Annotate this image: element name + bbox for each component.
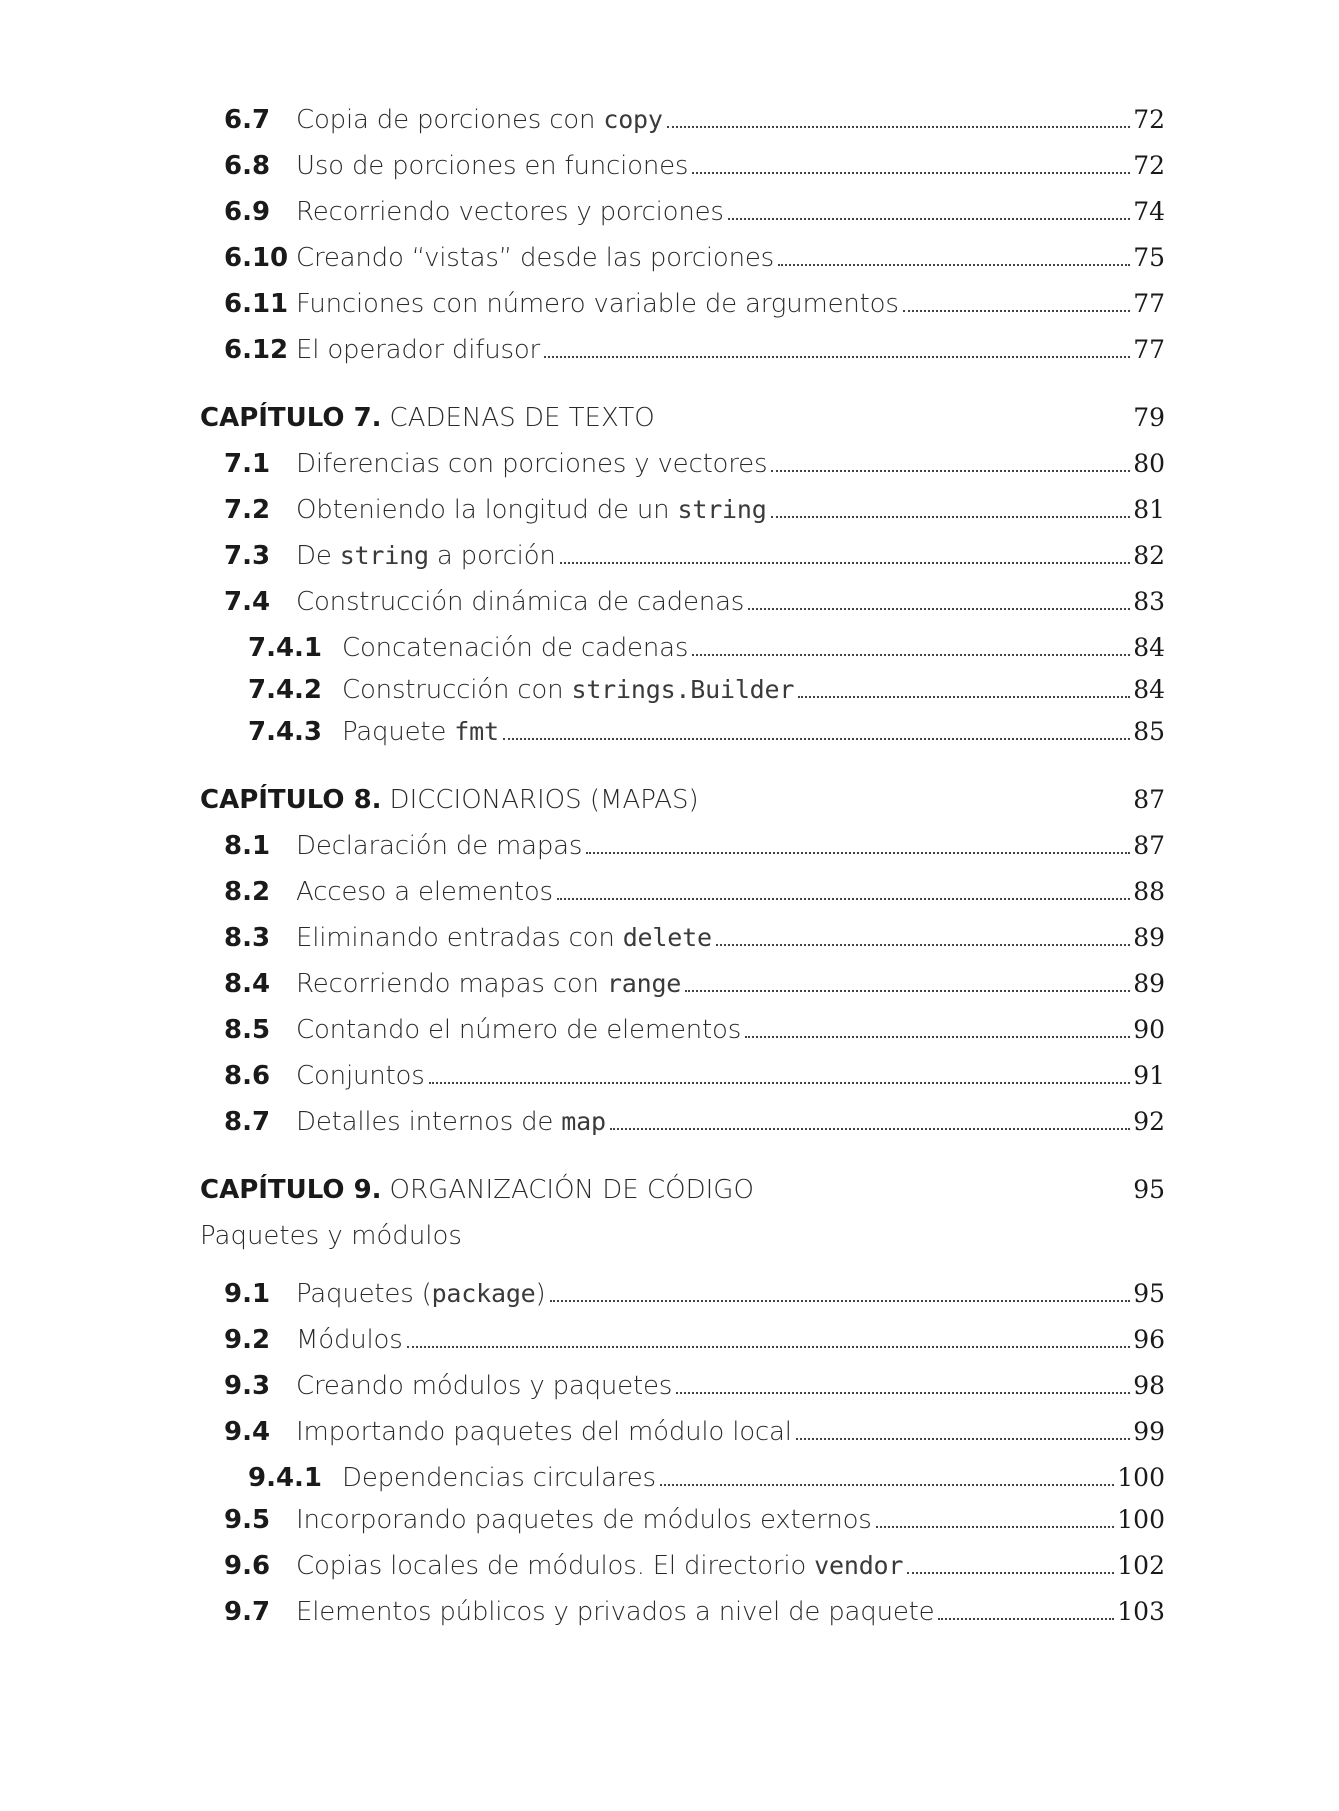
page-number: 89 (1133, 969, 1165, 998)
section-title: Incorporando paquetes de módulos externos (296, 1505, 872, 1535)
toc-entry-9-4-1[interactable] (200, 1454, 1165, 1494)
section-title: Uso de porciones en funciones (296, 151, 689, 181)
dot-leader (748, 608, 1130, 610)
dot-leader (692, 654, 1130, 656)
section-number: 8.7 (224, 1107, 271, 1137)
section-title: Concatenación de cadenas (342, 633, 689, 663)
page-number: 88 (1133, 877, 1165, 906)
section-number: 7.4.1 (248, 633, 323, 663)
page-number: 100 (1117, 1463, 1165, 1492)
toc-entry-9-3[interactable] (200, 1362, 1165, 1402)
toc-entry-6-8[interactable] (200, 142, 1165, 182)
dot-leader (716, 944, 1130, 946)
dot-leader (667, 126, 1130, 128)
section-title: Módulos (296, 1325, 403, 1355)
page-number: 103 (1117, 1597, 1165, 1626)
page-number: 74 (1133, 197, 1165, 226)
page-number: 82 (1133, 541, 1165, 570)
page-number: 87 (1133, 831, 1165, 860)
dot-leader (557, 898, 1130, 900)
section-number: 6.10 (224, 243, 289, 273)
dot-leader (692, 172, 1130, 174)
page-number: 84 (1133, 675, 1165, 704)
section-number: 6.9 (224, 197, 271, 227)
chapter-title: DICCIONARIOS (MAPAS) (389, 785, 699, 815)
dot-leader (876, 1526, 1115, 1528)
toc-entry-6-10[interactable] (200, 234, 1165, 274)
section-number: 8.6 (224, 1061, 271, 1091)
dot-leader (544, 356, 1130, 358)
section-number: 9.4.1 (248, 1463, 323, 1493)
page-number: 72 (1133, 105, 1165, 134)
page-number: 99 (1133, 1417, 1165, 1446)
toc-chapter-7[interactable] (200, 394, 1165, 434)
page-number: 102 (1117, 1551, 1165, 1580)
toc-entry-7-2[interactable] (200, 486, 1165, 526)
toc-entry-7-1[interactable] (200, 440, 1165, 480)
section-title: Eliminando entradas con delete (296, 923, 712, 953)
page-number: 95 (1133, 1279, 1165, 1308)
dot-leader (796, 1438, 1130, 1440)
section-number: 8.3 (224, 923, 271, 953)
toc-entry-6-11[interactable] (200, 280, 1165, 320)
section-title: Dependencias circulares (342, 1463, 656, 1493)
page-number: 85 (1133, 717, 1165, 746)
page-number: 72 (1133, 151, 1165, 180)
dot-leader (771, 516, 1131, 518)
page-number: 77 (1133, 289, 1165, 318)
chapter-label: CAPÍTULO 8. (200, 785, 382, 815)
page-number: 75 (1133, 243, 1165, 272)
toc-entry-7-3[interactable] (200, 532, 1165, 572)
dot-leader (407, 1346, 1131, 1348)
toc-entry-9-2[interactable] (200, 1316, 1165, 1356)
section-title: Contando el número de elementos (296, 1015, 742, 1045)
section-title: Paquetes (package) (296, 1279, 546, 1309)
section-title: Conjuntos (296, 1061, 425, 1091)
dot-leader (685, 990, 1130, 992)
page-number: 92 (1133, 1107, 1165, 1136)
section-number: 7.4.3 (248, 717, 323, 747)
toc-entry-8-1[interactable] (200, 822, 1165, 862)
chapter-subtitle: Paquetes y módulos (200, 1221, 462, 1251)
page-number: 77 (1133, 335, 1165, 364)
section-number: 9.6 (224, 1551, 271, 1581)
section-title: Paquete fmt (342, 717, 499, 747)
toc-entry-8-2[interactable] (200, 868, 1165, 908)
page-number: 96 (1133, 1325, 1165, 1354)
section-title: Creando “vistas” desde las porciones (296, 243, 775, 273)
section-number: 7.3 (224, 541, 271, 571)
section-title: Creando módulos y paquetes (296, 1371, 673, 1401)
chapter-title: CADENAS DE TEXTO (389, 403, 655, 433)
section-number: 7.2 (224, 495, 271, 525)
toc-chapter-8[interactable] (200, 776, 1165, 816)
section-number: 6.12 (224, 335, 289, 365)
section-number: 9.5 (224, 1505, 271, 1535)
section-title: Recorriendo mapas con range (296, 969, 682, 999)
toc-entry-8-3[interactable] (200, 914, 1165, 954)
page-number: 100 (1117, 1505, 1165, 1534)
section-number: 9.3 (224, 1371, 271, 1401)
page-number: 91 (1133, 1061, 1165, 1090)
dot-leader (660, 1484, 1114, 1486)
dot-leader (503, 738, 1130, 740)
section-number: 8.2 (224, 877, 271, 907)
page-number: 90 (1133, 1015, 1165, 1044)
toc-entry-6-7[interactable] (200, 96, 1165, 136)
section-number: 8.4 (224, 969, 271, 999)
section-title: Construcción dinámica de cadenas (296, 587, 745, 617)
section-number: 9.4 (224, 1417, 271, 1447)
toc-entry-8-7[interactable] (200, 1098, 1165, 1138)
dot-leader (907, 1572, 1114, 1574)
toc-entry-9-7[interactable] (200, 1588, 1165, 1628)
toc-entry-7-4-3[interactable] (200, 708, 1165, 748)
toc-entry-7-4[interactable] (200, 578, 1165, 618)
dot-leader (429, 1082, 1131, 1084)
page-number: 83 (1133, 587, 1165, 616)
section-number: 9.1 (224, 1279, 271, 1309)
dot-leader (550, 1300, 1131, 1302)
chapter-title: ORGANIZACIÓN DE CÓDIGO (389, 1175, 754, 1205)
toc-entry-9-6[interactable] (200, 1542, 1165, 1582)
dot-leader (771, 470, 1130, 472)
toc-entry-9-4[interactable] (200, 1408, 1165, 1448)
dot-leader (610, 1128, 1130, 1130)
section-title: De string a porción (296, 541, 556, 571)
section-title: Importando paquetes del módulo local (296, 1417, 792, 1447)
section-title: El operador difusor (296, 335, 541, 365)
dot-leader (560, 562, 1130, 564)
section-number: 7.1 (224, 449, 271, 479)
toc-entry-9-5[interactable] (200, 1496, 1165, 1536)
section-title: Diferencias con porciones y vectores (296, 449, 768, 479)
toc-entry-8-6[interactable] (200, 1052, 1165, 1092)
section-number: 9.7 (224, 1597, 271, 1627)
section-number: 8.5 (224, 1015, 271, 1045)
section-title: Declaración de mapas (296, 831, 583, 861)
section-title: Recorriendo vectores y porciones (296, 197, 724, 227)
dot-leader (745, 1036, 1130, 1038)
page-number: 81 (1133, 495, 1165, 524)
section-title: Detalles internos de map (296, 1107, 606, 1137)
page-number: 79 (1133, 403, 1165, 432)
section-title: Elementos públicos y privados a nivel de paquete (296, 1597, 935, 1627)
section-number: 6.7 (224, 105, 271, 135)
dot-leader (728, 218, 1130, 220)
chapter-label: CAPÍTULO 7. (200, 403, 382, 433)
chapter-label: CAPÍTULO 9. (200, 1175, 382, 1205)
section-title: Acceso a elementos (296, 877, 553, 907)
section-title: Construcción con strings.Builder (342, 675, 795, 705)
toc-chapter-9[interactable] (200, 1166, 1165, 1206)
toc-entry-7-4-2[interactable] (200, 666, 1165, 706)
page-number: 80 (1133, 449, 1165, 478)
section-number: 8.1 (224, 831, 271, 861)
page-number: 87 (1133, 785, 1165, 814)
dot-leader (903, 310, 1130, 312)
dot-leader (938, 1618, 1114, 1620)
toc-entry-6-12[interactable] (200, 326, 1165, 366)
section-title: Funciones con número variable de argumentos (296, 289, 899, 319)
dot-leader (798, 696, 1130, 698)
section-number: 7.4 (224, 587, 271, 617)
dot-leader (586, 852, 1130, 854)
page-number: 95 (1133, 1175, 1165, 1204)
page-number: 89 (1133, 923, 1165, 952)
section-title: Copias locales de módulos. El directorio vendor (296, 1551, 904, 1581)
section-number: 7.4.2 (248, 675, 323, 705)
toc-entry-8-5[interactable] (200, 1006, 1165, 1046)
toc-entry-6-9[interactable] (200, 188, 1165, 228)
section-number: 6.11 (224, 289, 289, 319)
section-number: 9.2 (224, 1325, 271, 1355)
page-number: 84 (1133, 633, 1165, 662)
section-title: Copia de porciones con copy (296, 105, 663, 135)
toc-entry-9-1[interactable] (200, 1270, 1165, 1310)
dot-leader (778, 264, 1130, 266)
page-number: 98 (1133, 1371, 1165, 1400)
toc-entry-7-4-1[interactable] (200, 624, 1165, 664)
toc-entry-8-4[interactable] (200, 960, 1165, 1000)
dot-leader (676, 1392, 1130, 1394)
section-title: Obteniendo la longitud de un string (296, 495, 767, 525)
section-number: 6.8 (224, 151, 271, 181)
